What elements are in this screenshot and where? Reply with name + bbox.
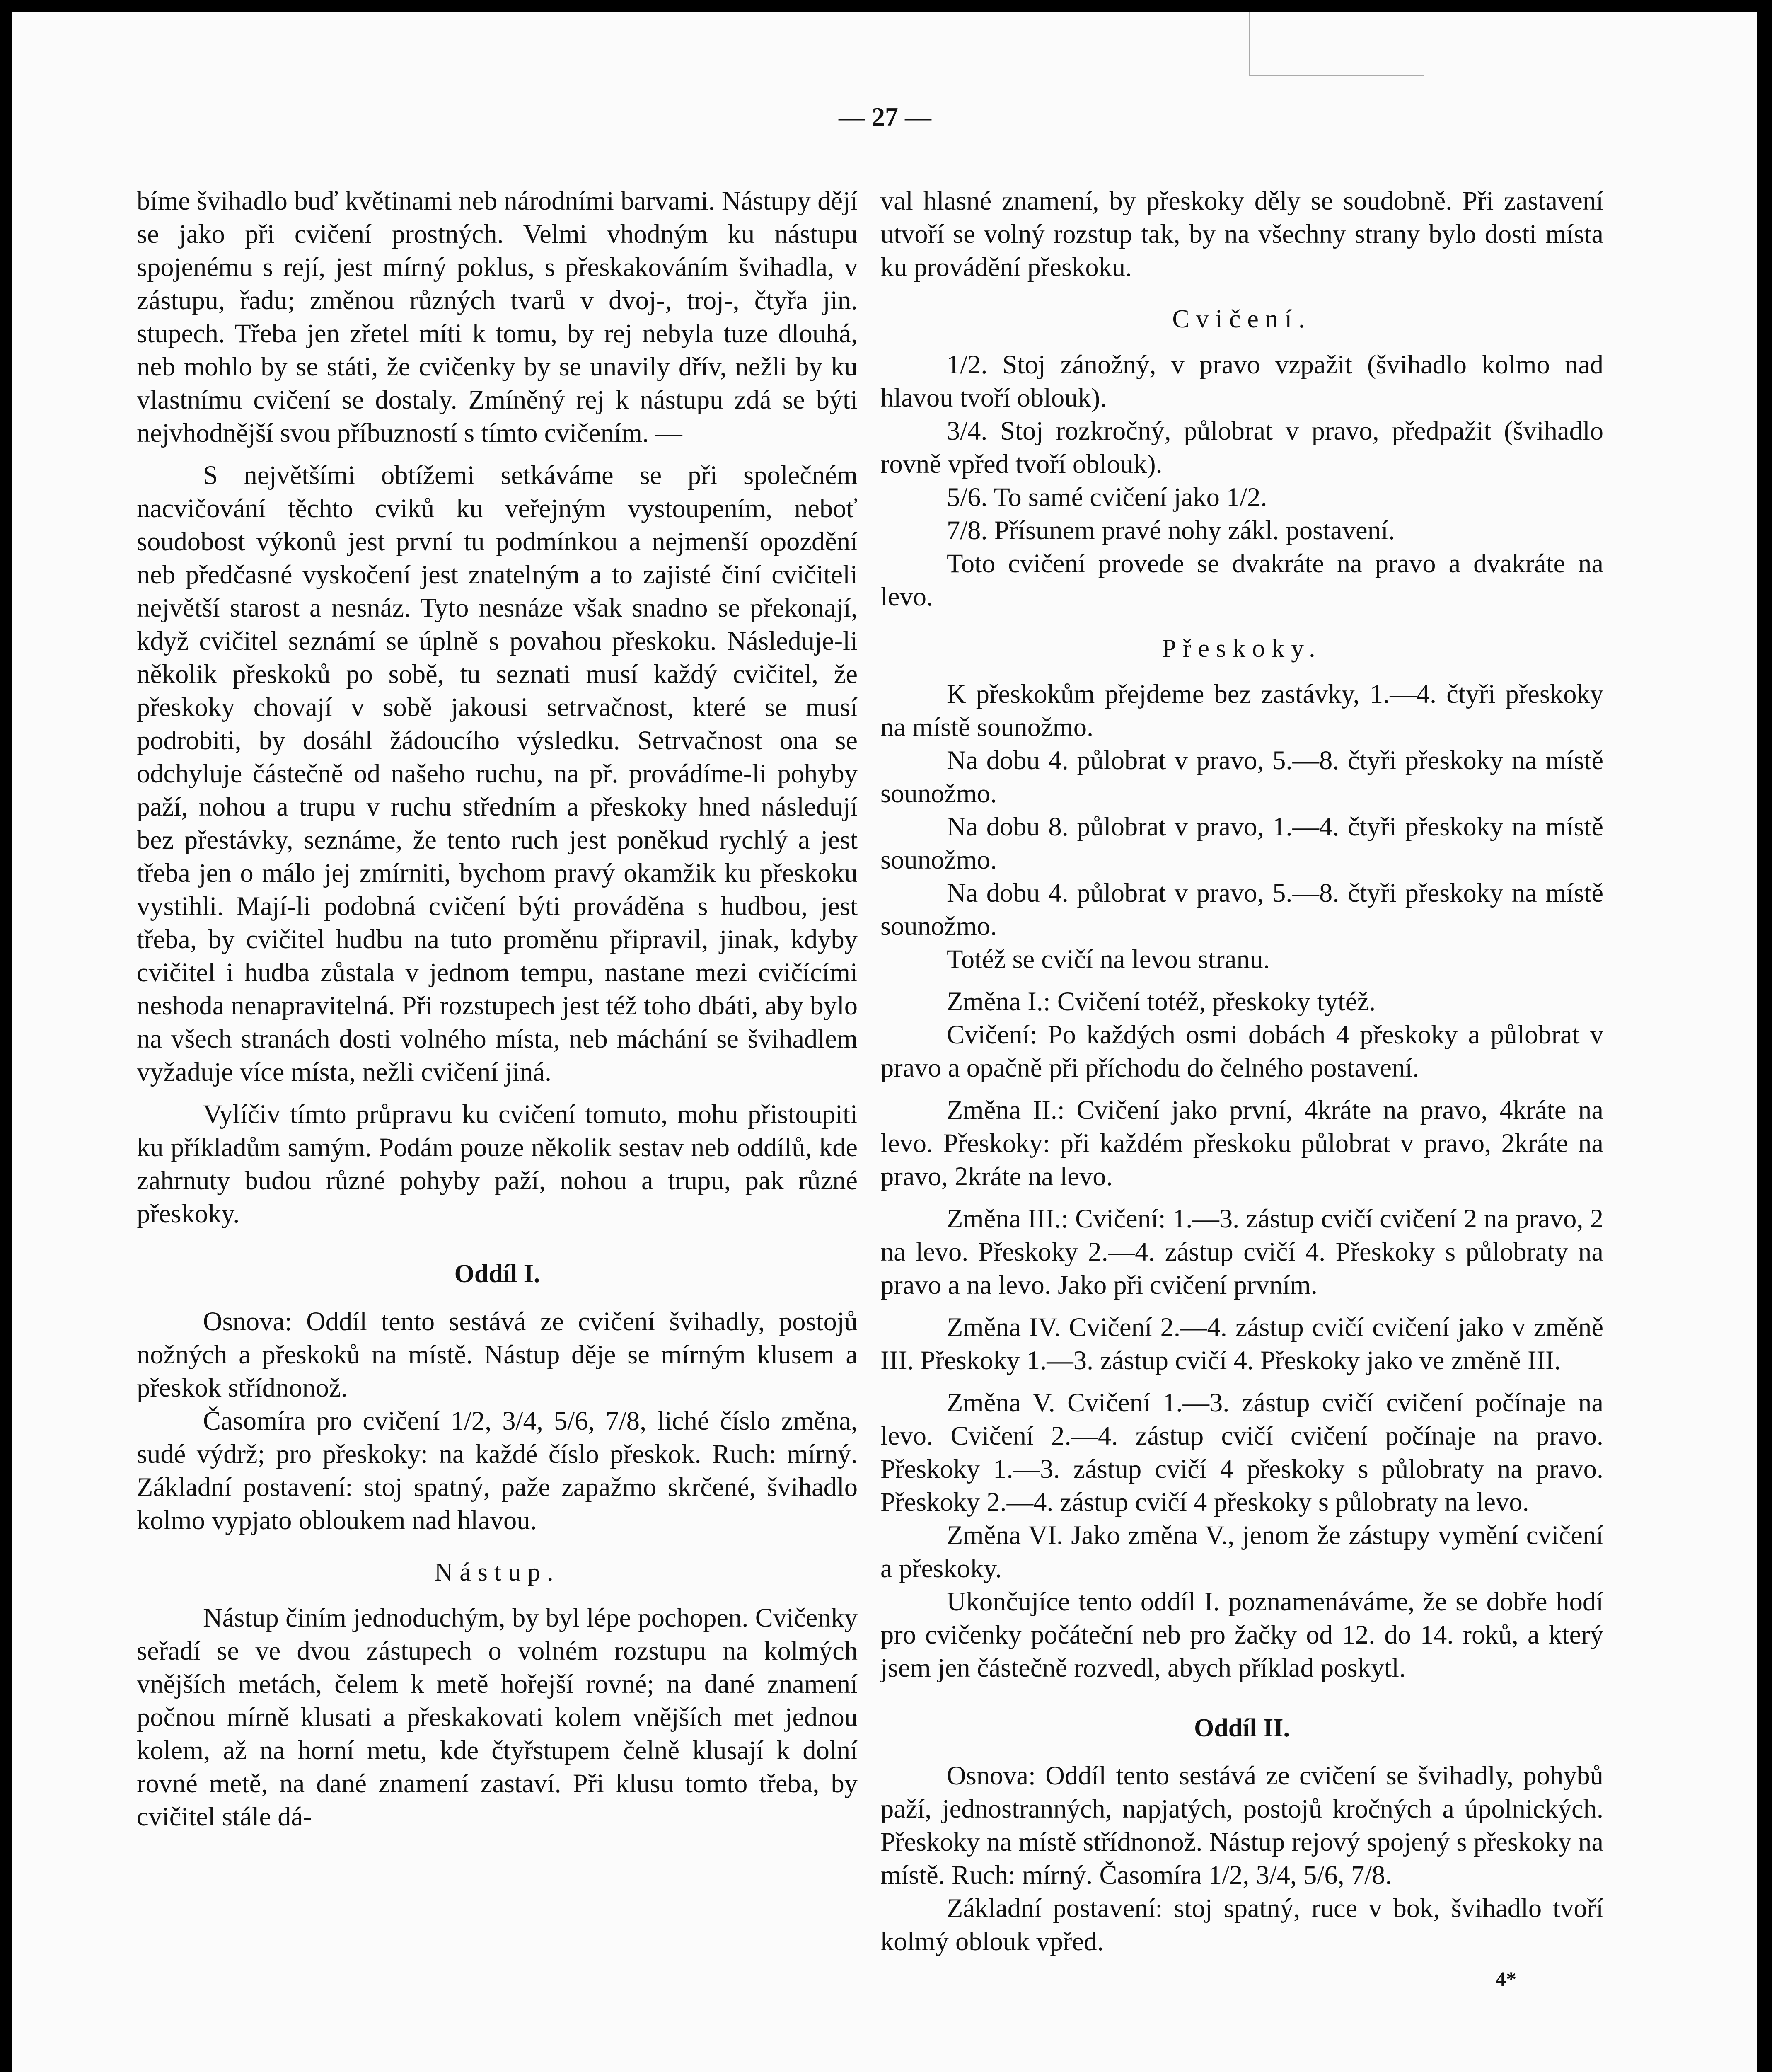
exercise-item: 7/8. Přísunem pravé nohy zákl. postavení.	[947, 516, 1395, 545]
paragraph: Nástup činím jednoduchým, by byl lépe pochopen. Cvičenky seřadí se ve dvou zástupech o volném rozstupu na kolmých vnějších metách, čelem k metě hořejší rovné; na dané znamení počnou mírně klusati a přeskakovati kolem vnějších met jednou kolem, až na horní metu, kde čtyřstupem čelně klusají k dolní rovné metě, na dané znamení zastaví. Při klusu tomto třeba, by cvičitel stále dá-	[137, 1603, 858, 1831]
section-heading-oddil-2: Oddíl II.	[1194, 1714, 1290, 1742]
left-column	[137, 184, 858, 1833]
paragraph: Základní postavení: stoj spatný, ruce v bok, švihadlo tvoří kolmý oblouk vpřed.	[880, 1893, 1603, 1956]
section-heading-oddil-1: Oddíl I.	[454, 1260, 540, 1288]
right-column	[880, 184, 1603, 1995]
subheading-preskoky: Přeskoky.	[1162, 634, 1322, 663]
variation-item: Změna I.: Cvičení totéž, přeskoky tytéž.	[947, 987, 1376, 1016]
variation-item: Cvičení: Po každých osmi dobách 4 přeskoky a půlobrat v pravo a opačně při příchodu do čelného postavení.	[880, 1020, 1603, 1082]
jump-item: Na dobu 4. půlobrat v pravo, 5.—8. čtyři přeskoky na místě sounožmo.	[880, 746, 1603, 808]
paragraph: Osnova: Oddíl tento sestává ze cvičení se švihadly, pohybů paží, jednostranných, napjatých, postojů kročných a úpolnických. Přeskoky na místě střídnonož. Nástup rejový spojený s přeskoky na místě. Ruch: mírný. Časomíra 1/2, 3/4, 5/6, 7/8.	[880, 1761, 1603, 1890]
jump-item: K přeskokům přejdeme bez zastávky, 1.—4. čtyři přeskoky na místě sounožmo.	[880, 679, 1603, 742]
book-page	[12, 12, 1757, 2072]
exercise-item: 3/4. Stoj rozkročný, půlobrat v pravo, předpažit (švihadlo rovně vpřed tvoří oblouk).	[880, 416, 1603, 479]
paragraph: bíme švihadlo buď květinami neb národními barvami. Nástupy dějí se jako při cvičení prostných. Velmi vhodným ku nástupu spojenému s rejí, jest mírný poklus, s přeskakováním švihadla, v zástupu, řadu; změnou různých tvarů v dvoj-, troj-, čtyřa jin. stupech. Třeba jen zřetel míti k tomu, by rej nebyla tuze dlouhá, neb mohlo by se státi, že cvičenky by se unavily dřív, nežli by ku vlastnímu cvičení se dostaly. Zmíněný rej k nástupu zdá se býti nejvhodnější svou příbuzností s tímto cvičením. —	[137, 186, 858, 448]
paragraph: Vylíčiv tímto průpravu ku cvičení tomuto, mohu přistoupiti ku příkladům samým. Podám pouze několik sestav neb oddílů, kde zahrnuty budou různé pohyby paží, nohou a trupu, pak různé přeskoky.	[137, 1099, 858, 1228]
corner-fragment	[1249, 12, 1424, 76]
jump-item: Totéž se cvičí na levou stranu.	[947, 944, 1270, 974]
subheading-cviceni: Cvičení.	[1172, 305, 1312, 333]
paragraph: val hlasné znamení, by přeskoky děly se soudobně. Při zastavení utvoří se volný rozstup tak, by na všechny strany bylo dosti místa ku provádění přeskoku.	[880, 186, 1603, 282]
variation-item: Změna III.: Cvičení: 1.—3. zástup cvičí cvičení 2 na pravo, 2 na levo. Přeskoky 2.—4. zástup cvičí 4. Přeskoky s půlobraty na pravo a na levo. Jako při cvičení prvním.	[880, 1204, 1603, 1300]
paragraph: Ukončujíce tento oddíl I. poznamenáváme, že se dobře hodí pro cvičenky počáteční neb pro žačky od 12. do 14. roků, a který jsem jen částečně rozvedl, abych příklad poskytl.	[880, 1587, 1603, 1682]
paragraph: Osnova: Oddíl tento sestává ze cvičení švihadly, postojů nožných a přeskoků na místě. Nástup děje se mírným klusem a přeskok střídnonož.	[137, 1307, 858, 1402]
variation-item: Změna II.: Cvičení jako první, 4kráte na pravo, 4kráte na levo. Přeskoky: při každém přeskoku půlobrat v pravo, 2kráte na pravo, 2kráte na levo.	[880, 1095, 1603, 1191]
variation-item: Změna V. Cvičení 1.—3. zástup cvičí cvičení počínaje na levo. Cvičení 2.—4. zástup cvičí cvičení počínaje na pravo. Přeskoky 1.—3. zástup cvičí 4 přeskoky s půlobraty na pravo. Přeskoky 2.—4. zástup cvičí 4 přeskoky s půlobraty na levo.	[880, 1388, 1603, 1517]
variation-item: Změna VI. Jako změna V., jenom že zástupy vymění cvičení a přeskoky.	[880, 1520, 1603, 1583]
variation-item: Změna IV. Cvičení 2.—4. zástup cvičí cvičení jako v změně III. Přeskoky 1.—3. zástup cvičí 4. Přeskoky jako ve změně III.	[880, 1312, 1603, 1375]
exercise-item: 5/6. To samé cvičení jako 1/2.	[947, 482, 1267, 512]
signature-mark: 4*	[1496, 1967, 1516, 1990]
paragraph: Časomíra pro cvičení 1/2, 3/4, 5/6, 7/8, liché číslo změna, sudé výdrž; pro přeskoky: na každé číslo přeskok. Ruch: mírný. Základní postavení: stoj spatný, paže zapažmo skrčené, švihadlo kolmo vypjato obloukem nad hlavou.	[137, 1406, 858, 1535]
jump-item: Na dobu 4. půlobrat v pravo, 5.—8. čtyři přeskoky na místě sounožmo.	[880, 878, 1603, 941]
jump-item: Na dobu 8. půlobrat v pravo, 1.—4. čtyři přeskoky na místě sounožmo.	[880, 812, 1603, 874]
exercise-item: Toto cvičení provede se dvakráte na pravo a dvakráte na levo.	[880, 549, 1603, 611]
paragraph: S největšími obtížemi setkáváme se při společném nacvičování těchto cviků ku veřejným vystoupením, neboť soudobost výkonů jest první tu podmínkou a nejmenší opozdění neb předčasné vyskočení jest znatelným a to zajisté činí cvičiteli největší starost a nesnáz. Tyto nesnáze však snadno se překonají, když cvičitel seznámí se úplně s povahou přeskoku. Následuje-li několik přeskoků po sobě, tu seznati musí každý cvičitel, že přeskoky chovají v sobě jakousi setrvačnost, které se musí podrobiti, by dosáhl žádoucího výsledku. Setrvačnost ona se odchyluje částečně od našeho ruchu, na př. provádíme-li pohyby paží, nohou a trupu v ruchu středním a přeskoky hned následují bez přestávky, seznáme, že tento ruch jest poněkud rychlý a jest třeba jen o málo jej zmírniti, bychom pravý okamžik ku přeskoku vystihli. Mají-li podobná cvičení býti prováděna s hudbou, jest třeba, by cvičitel hudbu na tuto proměnu připravil, jinak, kdyby cvičitel i hudba zůstala v jednom tempu, nastane mezi cvičícími neshoda nenapravitelná. Při rozstupech jest též toho dbáti, aby bylo na všech stranách dosti volného místa, neb máchání se švihadlem vyžaduje více místa, nežli cvičení jiná.	[137, 460, 858, 1087]
exercise-item: 1/2. Stoj zánožný, v pravo vzpažit (švihadlo kolmo nad hlavou tvoří oblouk).	[880, 350, 1603, 412]
subheading-nastup: Nástup.	[434, 1558, 560, 1586]
page-number: — 27 —	[839, 102, 931, 131]
